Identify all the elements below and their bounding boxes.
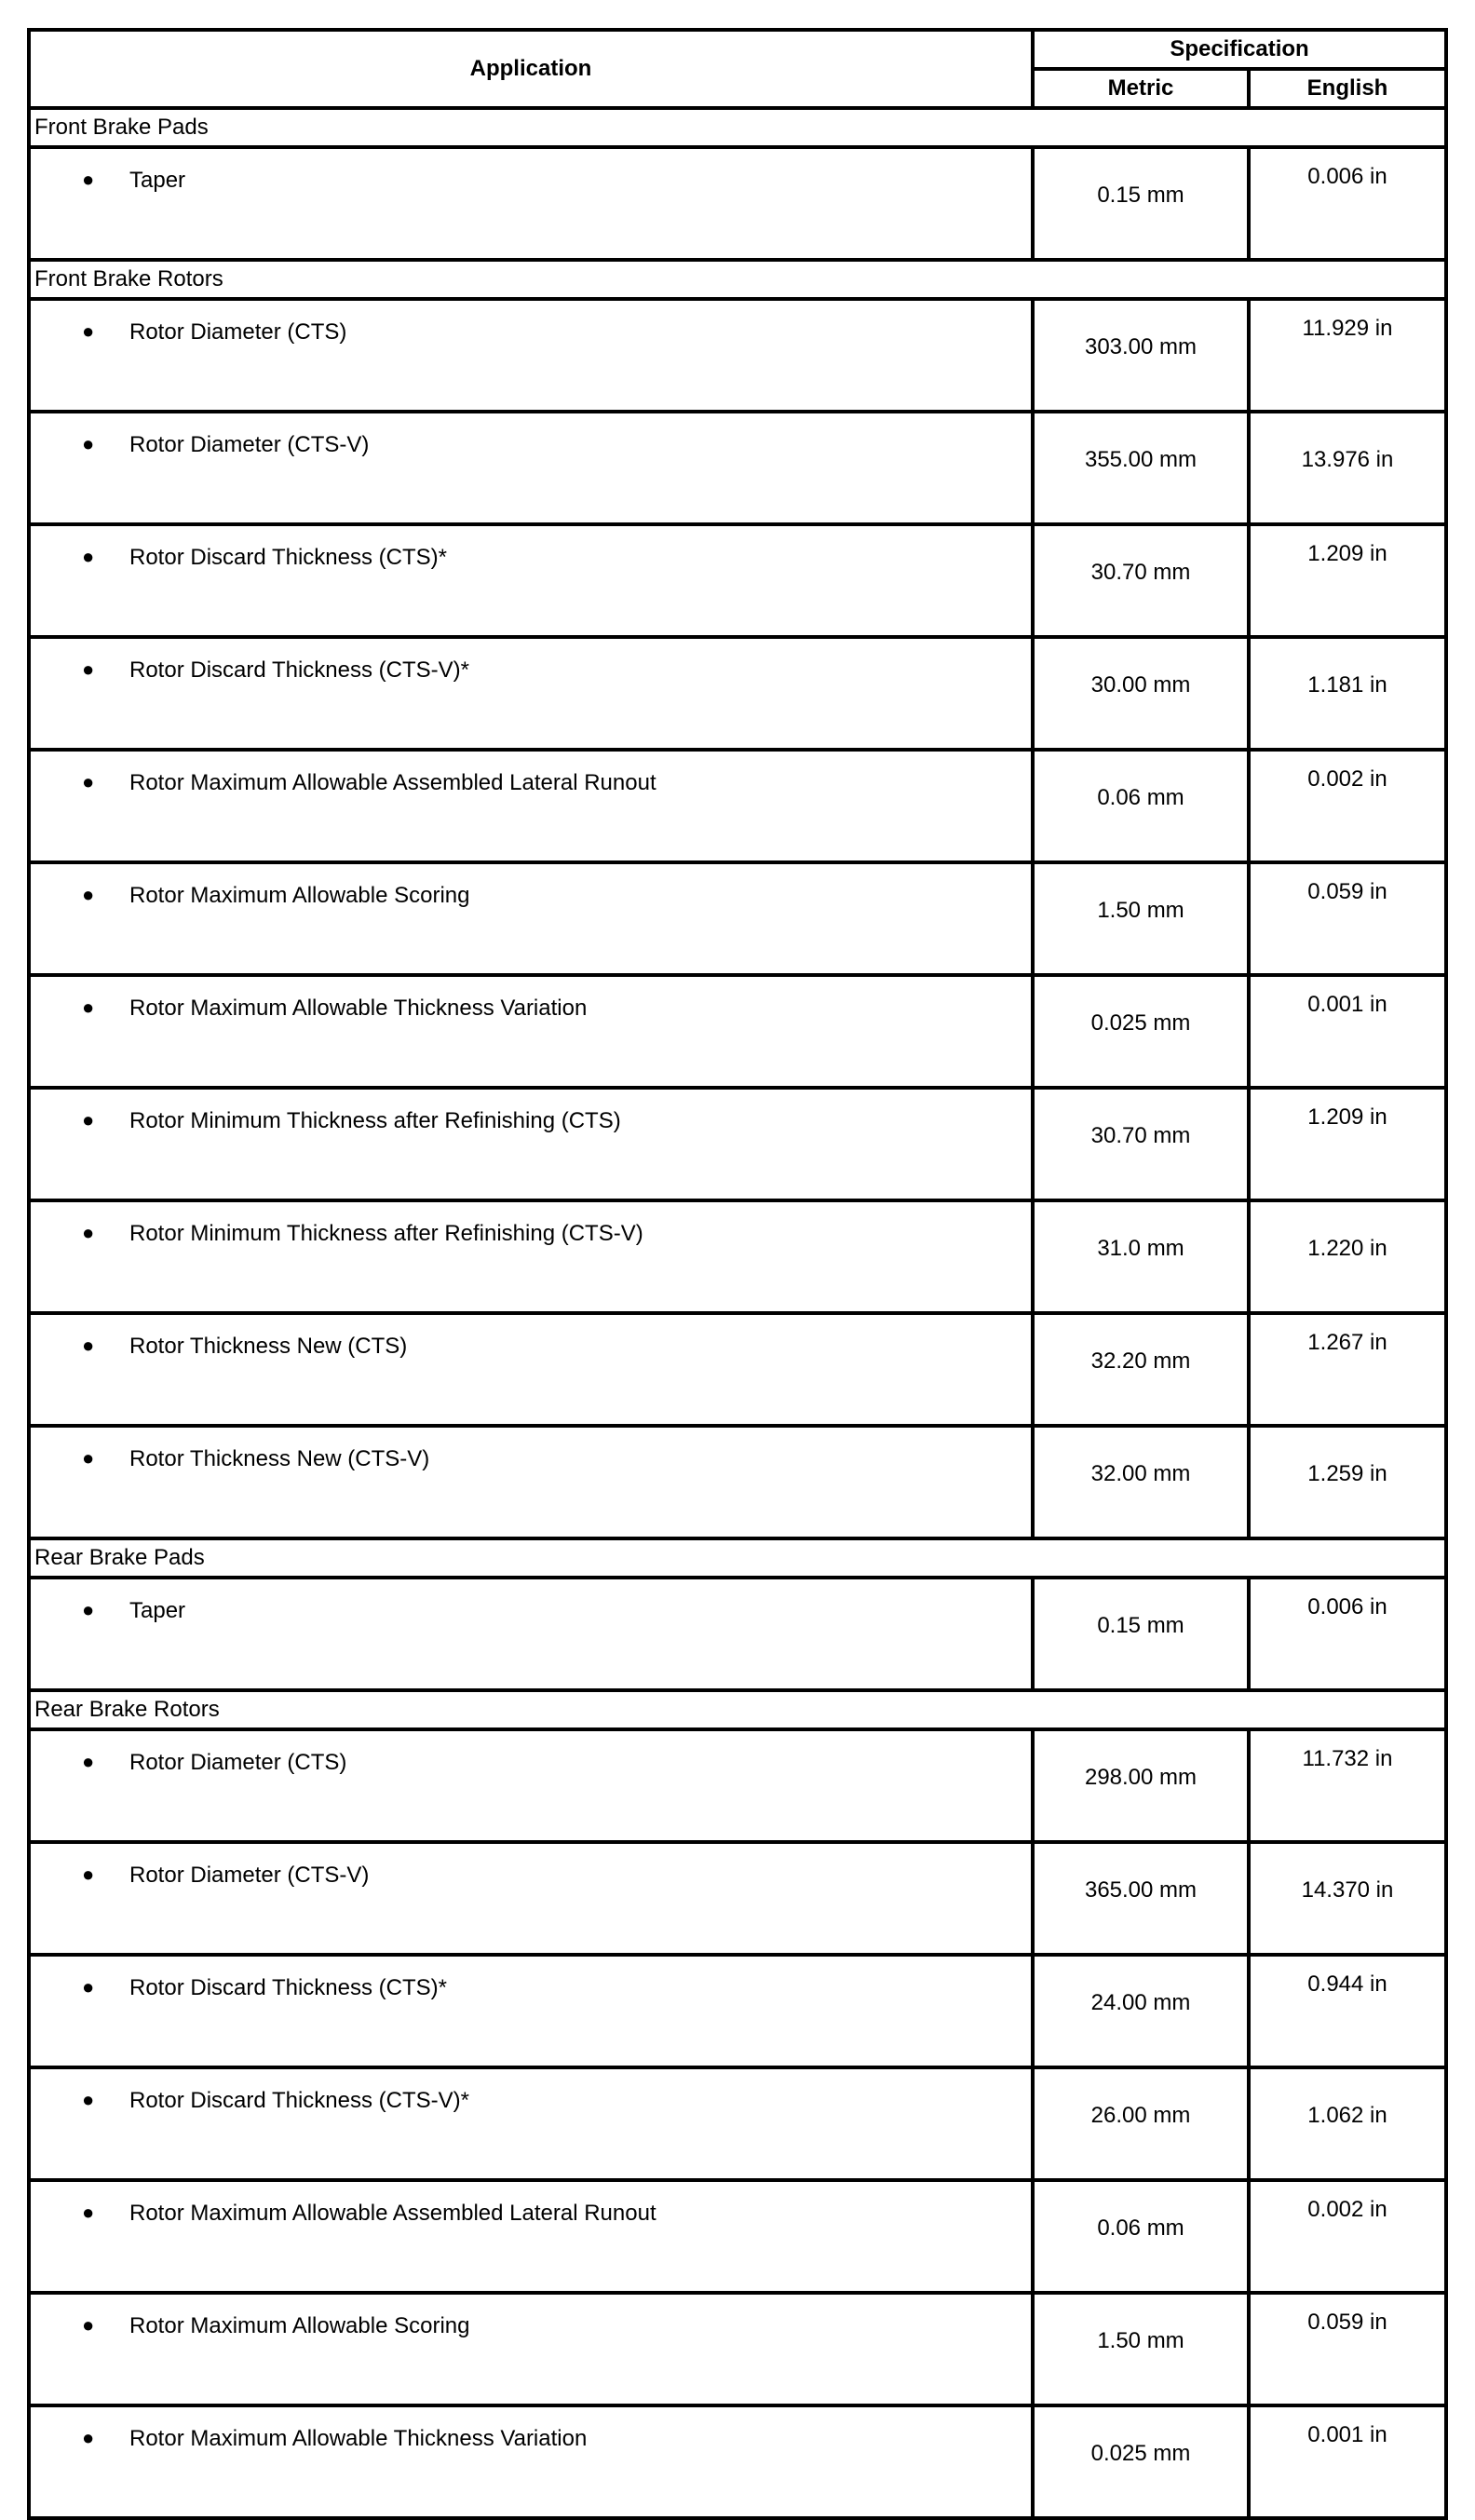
application-cell (29, 2180, 1033, 2293)
application-label: Rotor Discard Thickness (CTS-V)* (129, 657, 469, 683)
table-row (29, 1729, 1446, 1842)
table-row (29, 1842, 1446, 1955)
bullet-icon: ● (82, 545, 95, 568)
application-label: Rotor Thickness New (CTS-V) (129, 1446, 430, 1471)
section-row (29, 1538, 1446, 1578)
application-label: Rotor Maximum Allowable Assembled Lateral Runout (129, 2201, 656, 2226)
bullet-icon: ● (82, 319, 95, 343)
application-label: Rotor Maximum Allowable Scoring (129, 2313, 470, 2338)
english-value: 1.062 in (1249, 2067, 1446, 2180)
metric-value: 30.00 mm (1033, 637, 1249, 750)
metric-value: 1.50 mm (1033, 2293, 1249, 2405)
bullet-icon: ● (82, 1863, 95, 1886)
application-cell (29, 1955, 1033, 2067)
application-cell (29, 1088, 1033, 1200)
english-value: 0.059 in (1249, 2293, 1446, 2405)
table-row (29, 862, 1446, 975)
bullet-icon: ● (82, 1598, 95, 1621)
bullet-icon: ● (82, 1750, 95, 1773)
english-value: 0.006 in (1249, 1578, 1446, 1690)
bullet-icon: ● (82, 1221, 95, 1244)
metric-value: 30.70 mm (1033, 524, 1249, 637)
application-label: Rotor Minimum Thickness after Refinishing (CTS-V) (129, 1221, 643, 1246)
english-value: 1.220 in (1249, 1200, 1446, 1313)
application-cell (29, 1729, 1033, 1842)
english-value: 0.006 in (1249, 147, 1446, 260)
bullet-icon: ● (82, 1108, 95, 1131)
application-label: Rotor Minimum Thickness after Refinishing (CTS) (129, 1108, 621, 1133)
specification-header: Specification (1033, 30, 1446, 69)
table-row (29, 2405, 1446, 2518)
table-row (29, 2293, 1446, 2405)
english-header: English (1249, 69, 1446, 108)
table-row (29, 1200, 1446, 1313)
english-value: 1.209 in (1249, 524, 1446, 637)
metric-value: 365.00 mm (1033, 1842, 1249, 1955)
metric-value: 26.00 mm (1033, 2067, 1249, 2180)
table-row (29, 637, 1446, 750)
application-cell (29, 412, 1033, 524)
application-cell (29, 147, 1033, 260)
table-row (29, 147, 1446, 260)
english-value: 1.209 in (1249, 1088, 1446, 1200)
table-row (29, 299, 1446, 412)
metric-value: 0.06 mm (1033, 2180, 1249, 2293)
application-cell (29, 299, 1033, 412)
application-cell (29, 2067, 1033, 2180)
application-cell (29, 524, 1033, 637)
metric-value: 32.00 mm (1033, 1426, 1249, 1538)
english-value: 11.929 in (1249, 299, 1446, 412)
specification-table (27, 28, 1448, 2520)
section-row (29, 260, 1446, 299)
bullet-icon: ● (82, 1334, 95, 1357)
application-cell (29, 2405, 1033, 2518)
bullet-icon: ● (82, 883, 95, 906)
table-row (29, 1426, 1446, 1538)
table-row (29, 1955, 1446, 2067)
application-cell (29, 1200, 1033, 1313)
english-value: 11.732 in (1249, 1729, 1446, 1842)
table-row (29, 1578, 1446, 1690)
table-row (29, 1313, 1446, 1426)
bullet-icon: ● (82, 1975, 95, 1998)
metric-value: 0.15 mm (1033, 147, 1249, 260)
application-cell (29, 862, 1033, 975)
section-title: Rear Brake Pads (29, 1538, 1446, 1578)
application-cell (29, 975, 1033, 1088)
metric-value: 303.00 mm (1033, 299, 1249, 412)
metric-value: 24.00 mm (1033, 1955, 1249, 2067)
section-row (29, 1690, 1446, 1729)
application-label: Taper (129, 168, 186, 193)
table-row (29, 412, 1446, 524)
application-label: Rotor Discard Thickness (CTS)* (129, 1975, 447, 2000)
table-row (29, 2067, 1446, 2180)
english-value: 0.002 in (1249, 2180, 1446, 2293)
bullet-icon: ● (82, 996, 95, 1019)
english-value: 0.059 in (1249, 862, 1446, 975)
application-label: Rotor Maximum Allowable Scoring (129, 883, 470, 908)
application-cell (29, 750, 1033, 862)
bullet-icon: ● (82, 432, 95, 455)
bullet-icon: ● (82, 2088, 95, 2111)
english-value: 1.181 in (1249, 637, 1446, 750)
bullet-icon: ● (82, 1446, 95, 1470)
english-value: 1.267 in (1249, 1313, 1446, 1426)
table-row (29, 2180, 1446, 2293)
metric-value: 0.025 mm (1033, 2405, 1249, 2518)
application-cell (29, 2293, 1033, 2405)
bullet-icon: ● (82, 2426, 95, 2449)
table-row (29, 524, 1446, 637)
application-label: Rotor Diameter (CTS) (129, 1750, 347, 1775)
application-cell (29, 1842, 1033, 1955)
english-value: 13.976 in (1249, 412, 1446, 524)
english-value: 0.944 in (1249, 1955, 1446, 2067)
metric-header: Metric (1033, 69, 1249, 108)
bullet-icon: ● (82, 657, 95, 681)
section-title: Front Brake Pads (29, 108, 1446, 147)
english-value: 14.370 in (1249, 1842, 1446, 1955)
table-row (29, 750, 1446, 862)
section-title: Rear Brake Rotors (29, 1690, 1446, 1729)
application-label: Rotor Diameter (CTS-V) (129, 432, 370, 457)
metric-value: 32.20 mm (1033, 1313, 1249, 1426)
metric-value: 31.0 mm (1033, 1200, 1249, 1313)
application-cell (29, 1426, 1033, 1538)
metric-value: 298.00 mm (1033, 1729, 1249, 1842)
english-value: 0.002 in (1249, 750, 1446, 862)
section-title: Front Brake Rotors (29, 260, 1446, 299)
application-label: Rotor Discard Thickness (CTS)* (129, 545, 447, 570)
table-row (29, 1088, 1446, 1200)
application-label: Rotor Thickness New (CTS) (129, 1334, 408, 1359)
application-label: Rotor Diameter (CTS) (129, 319, 347, 345)
metric-value: 0.15 mm (1033, 1578, 1249, 1690)
bullet-icon: ● (82, 2201, 95, 2224)
application-label: Rotor Maximum Allowable Assembled Lateral Runout (129, 770, 656, 795)
bullet-icon: ● (82, 2313, 95, 2337)
application-label: Rotor Maximum Allowable Thickness Variation (129, 2426, 588, 2451)
application-header: Application (29, 30, 1033, 108)
application-label: Taper (129, 1598, 186, 1623)
application-cell (29, 637, 1033, 750)
application-label: Rotor Diameter (CTS-V) (129, 1863, 370, 1888)
english-value: 0.001 in (1249, 2405, 1446, 2518)
application-label: Rotor Maximum Allowable Thickness Variation (129, 996, 588, 1021)
table-body (29, 108, 1446, 2518)
table-row (29, 975, 1446, 1088)
metric-value: 355.00 mm (1033, 412, 1249, 524)
metric-value: 1.50 mm (1033, 862, 1249, 975)
section-row (29, 108, 1446, 147)
english-value: 1.259 in (1249, 1426, 1446, 1538)
application-label: Rotor Discard Thickness (CTS-V)* (129, 2088, 469, 2113)
bullet-icon: ● (82, 770, 95, 793)
metric-value: 30.70 mm (1033, 1088, 1249, 1200)
application-cell (29, 1313, 1033, 1426)
metric-value: 0.025 mm (1033, 975, 1249, 1088)
english-value: 0.001 in (1249, 975, 1446, 1088)
bullet-icon: ● (82, 168, 95, 191)
metric-value: 0.06 mm (1033, 750, 1249, 862)
application-cell (29, 1578, 1033, 1690)
